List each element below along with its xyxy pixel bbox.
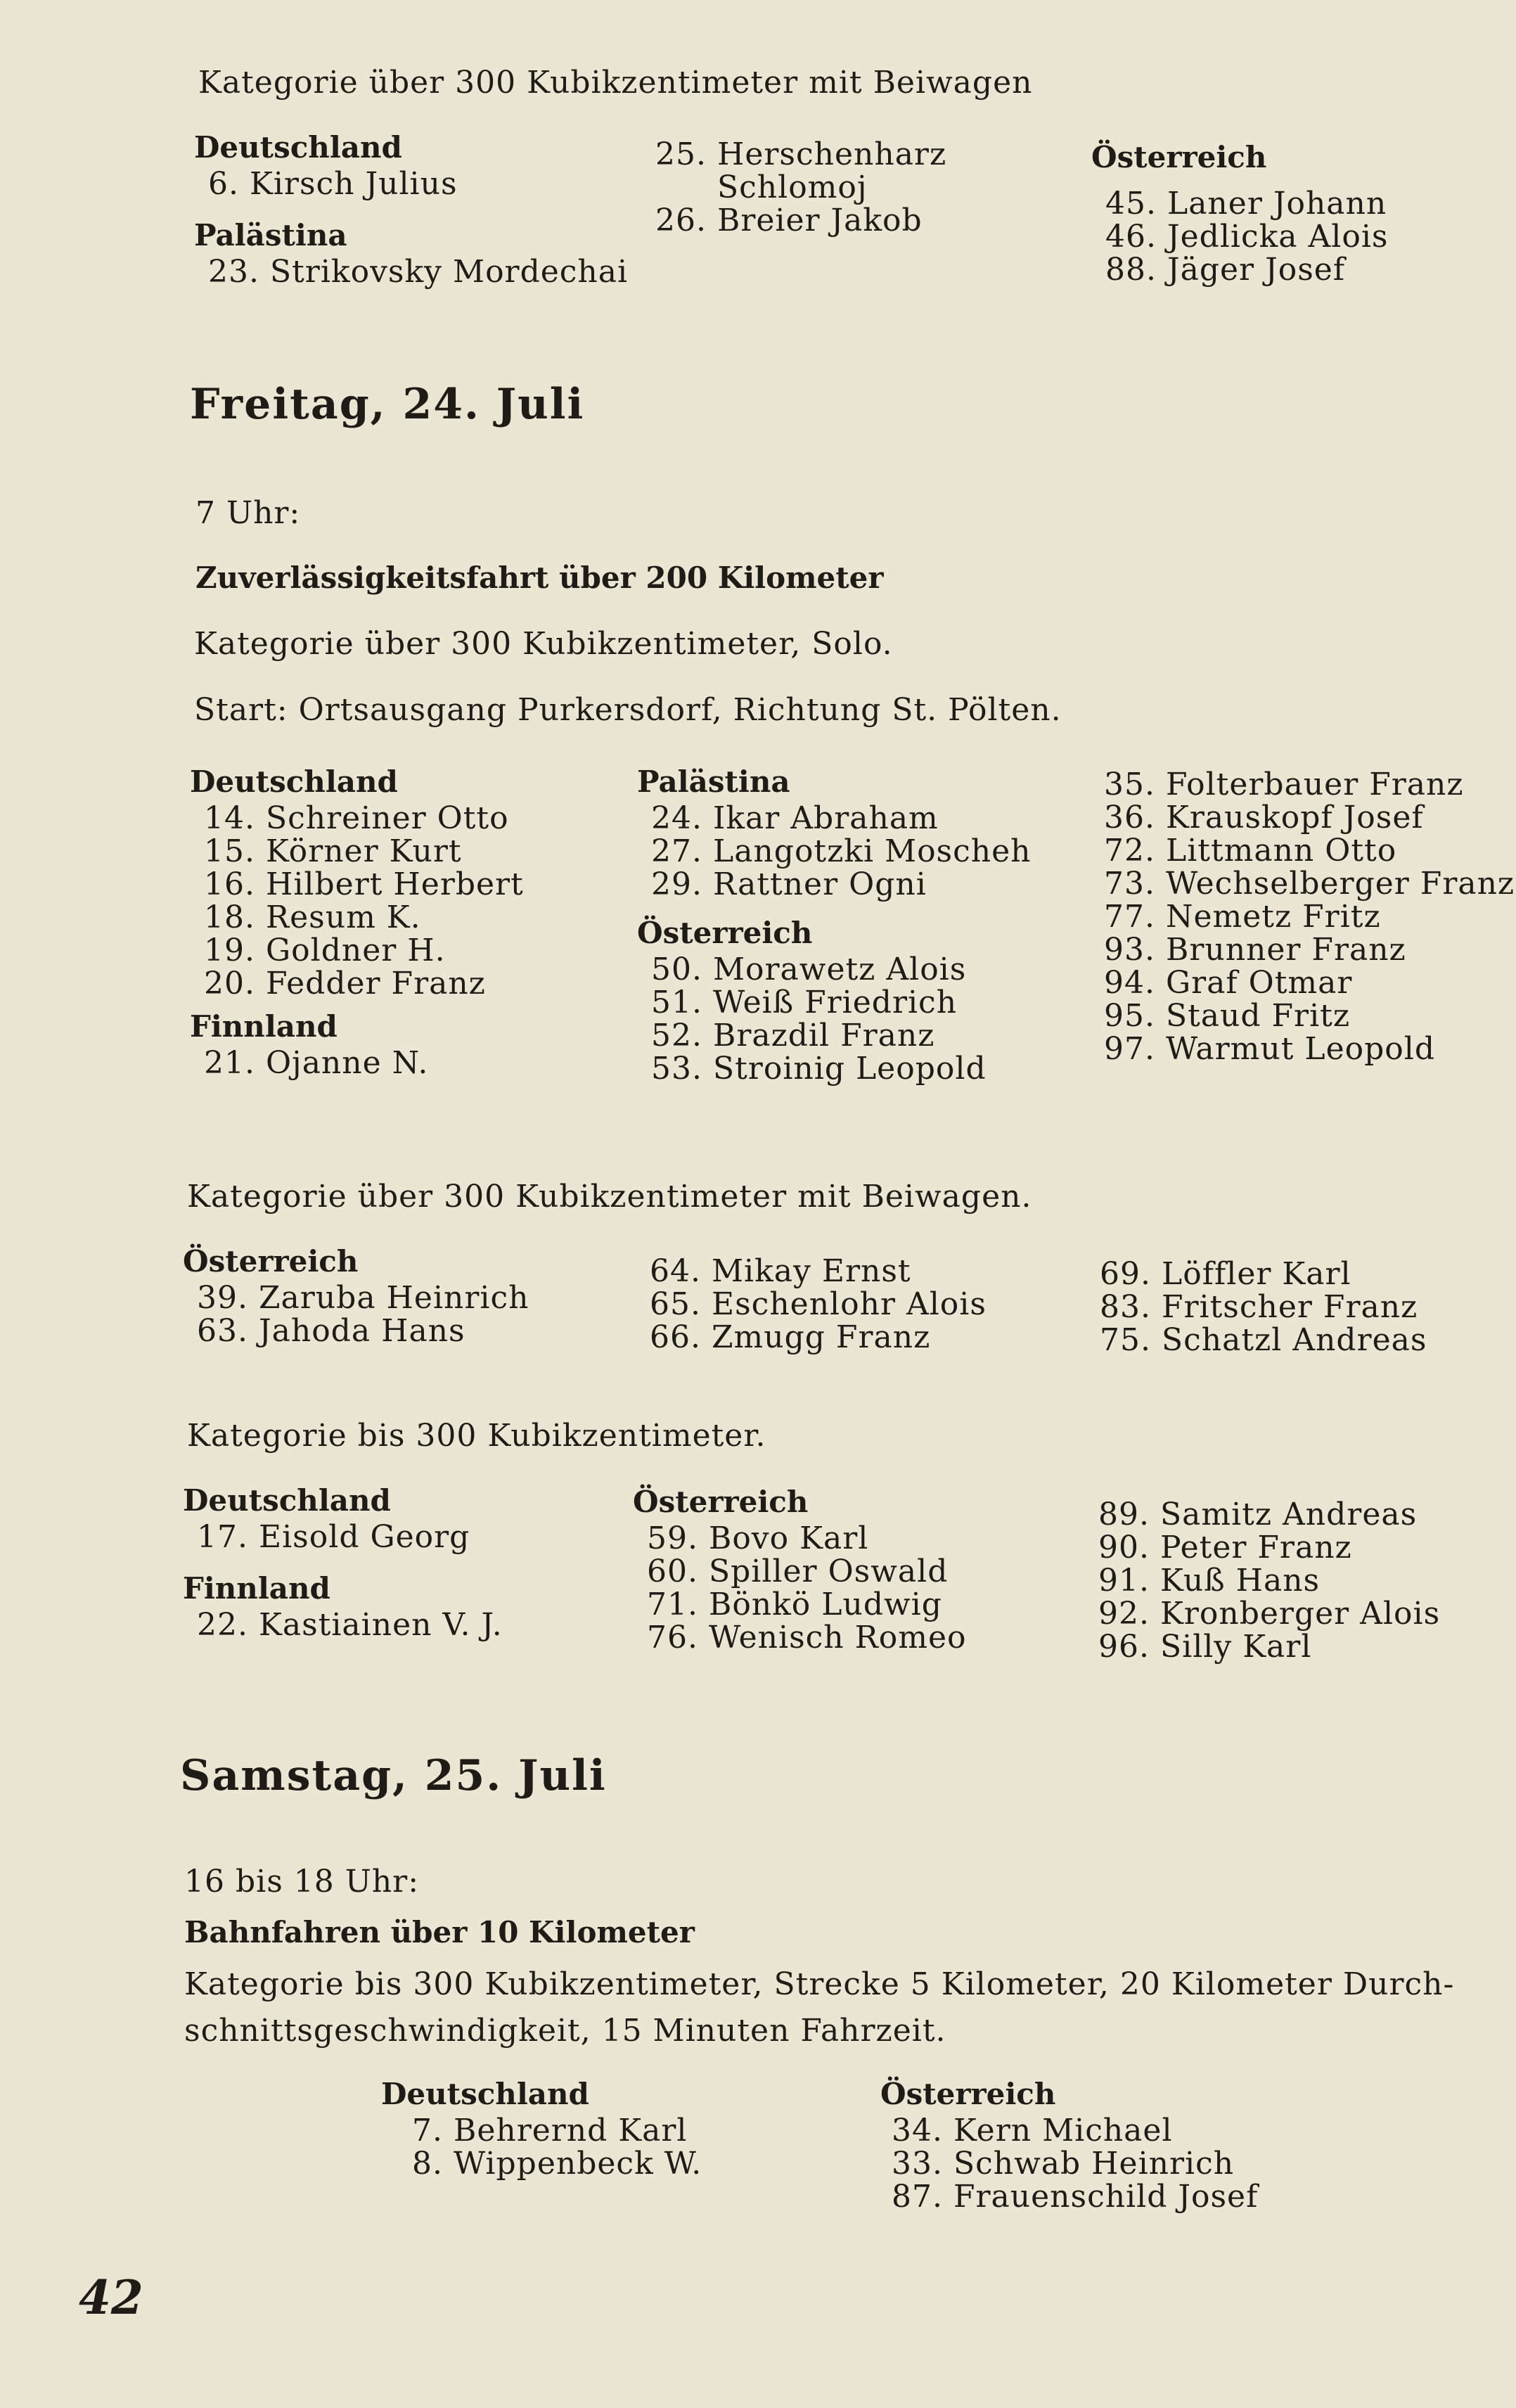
entrant: 59. Bovo Karl xyxy=(647,1520,869,1556)
entrant: 97. Warmut Leopold xyxy=(1104,1031,1436,1067)
entrant: 36. Krauskopf Josef xyxy=(1104,800,1424,835)
entrant: 95. Staud Fritz xyxy=(1104,998,1351,1034)
entrant: 14. Schreiner Otto xyxy=(204,800,509,836)
entrant: 16. Hilbert Herbert xyxy=(204,866,524,902)
start-line: Start: Ortsausgang Purkersdorf, Richtung St. Pölten. xyxy=(194,692,1062,728)
country-heading: Österreich xyxy=(880,2077,1056,2111)
sidecar-col-2 xyxy=(650,1255,987,1354)
entrant: 26. Breier Jakob xyxy=(655,203,923,238)
country-heading: Deutschland xyxy=(190,764,398,799)
small-col-2 xyxy=(633,1482,967,1654)
sidecar-col-3 xyxy=(1100,1257,1427,1357)
entrant: 53. Stroinig Leopold xyxy=(651,1051,987,1087)
entrant: 96. Silly Karl xyxy=(1098,1629,1312,1665)
day-heading-friday: Freitag, 24. Juli xyxy=(190,380,585,429)
entrant: 88. Jäger Josef xyxy=(1105,252,1346,288)
event-title: Zuverlässigkeitsfahrt über 200 Kilometer xyxy=(195,561,884,595)
sidecar-col-1 xyxy=(183,1242,529,1347)
entrant: 6. Kirsch Julius xyxy=(208,166,458,202)
entrant: 34. Kern Michael xyxy=(892,2113,1173,2148)
page-number: 42 xyxy=(79,2270,143,2325)
entrant: 60. Spiller Oswald xyxy=(647,1554,949,1589)
entrant: 52. Brazdil Franz xyxy=(651,1018,935,1054)
top-col-3 xyxy=(1091,138,1389,286)
entrant: 76. Wenisch Romeo xyxy=(647,1620,967,1656)
top-col-1 xyxy=(194,128,628,288)
country-heading: Österreich xyxy=(1091,140,1267,174)
entrant: 15. Körner Kurt xyxy=(204,833,462,869)
entrant: 69. Löffler Karl xyxy=(1100,1256,1351,1292)
entrant: 90. Peter Franz xyxy=(1098,1530,1352,1565)
entrant: 7. Behrernd Karl xyxy=(412,2113,688,2148)
entrant: 33. Schwab Heinrich xyxy=(892,2146,1235,2182)
entrant: 20. Fedder Franz xyxy=(204,966,486,1001)
entrant: 18. Resum K. xyxy=(204,899,421,935)
event-time: 7 Uhr: xyxy=(195,495,301,531)
country-heading: Österreich xyxy=(183,1244,359,1279)
entrant: 77. Nemetz Fritz xyxy=(1104,899,1381,935)
entrant: 35. Folterbauer Franz xyxy=(1104,767,1464,802)
entrant: 21. Ojanne N. xyxy=(204,1045,429,1081)
entrant: 66. Zmugg Franz xyxy=(650,1319,931,1355)
entrant: 65. Eschenlohr Alois xyxy=(650,1286,987,1322)
small-col-1 xyxy=(183,1481,503,1641)
entrant: 83. Fritscher Franz xyxy=(1100,1289,1418,1325)
country-heading: Finnland xyxy=(190,1009,338,1044)
entrant: 29. Rattner Ogni xyxy=(651,866,927,902)
entrant: 92. Kronberger Alois xyxy=(1098,1596,1441,1632)
entrant: 63. Jahoda Hans xyxy=(197,1313,465,1349)
entrant: 71. Bönkö Ludwig xyxy=(647,1587,942,1622)
entrant: 46. Jedlicka Alois xyxy=(1105,219,1389,255)
entrant: 94. Graf Otmar xyxy=(1104,965,1353,1001)
category-line: Kategorie bis 300 Kubikzentimeter. xyxy=(187,1418,766,1454)
entrant: 89. Samitz Andreas xyxy=(1098,1497,1418,1532)
country-heading: Österreich xyxy=(633,1485,809,1519)
description-line-2: schnittsgeschwindigkeit, 15 Minuten Fahrzeit. xyxy=(184,2013,946,2049)
entrant: 51. Weiß Friedrich xyxy=(651,985,958,1020)
entrant: 93. Brunner Franz xyxy=(1104,932,1406,968)
entrant: 8. Wippenbeck W. xyxy=(412,2146,702,2182)
top-col-2 xyxy=(655,138,946,237)
solo-col-3 xyxy=(1090,768,1515,1065)
entrant: 87. Frauenschild Josef xyxy=(892,2179,1259,2215)
entrant: 45. Laner Johann xyxy=(1105,186,1387,222)
event-title: Bahnfahren über 10 Kilometer xyxy=(184,1915,695,1949)
country-heading: Österreich xyxy=(637,916,813,950)
entrant: 50. Morawetz Alois xyxy=(651,952,967,987)
race-col-2 xyxy=(880,2075,1258,2213)
small-col-3 xyxy=(1098,1498,1440,1663)
entrant: 23. Strikovsky Mordechai xyxy=(208,254,629,290)
category-line: Kategorie über 300 Kubikzentimeter, Solo. xyxy=(194,626,893,662)
country-heading: Finnland xyxy=(183,1571,330,1606)
day-heading-saturday: Samstag, 25. Juli xyxy=(180,1751,607,1800)
entrant-continued: Schlomoj xyxy=(717,169,868,205)
event-time: 16 bis 18 Uhr: xyxy=(184,1864,420,1900)
entrant: 39. Zaruba Heinrich xyxy=(197,1280,529,1316)
entrant: 19. Goldner H. xyxy=(204,933,446,968)
country-heading: Palästina xyxy=(637,764,790,799)
entrant: 22. Kastiainen V. J. xyxy=(197,1607,503,1643)
category-line: Kategorie über 300 Kubikzentimeter mit Beiwagen. xyxy=(187,1179,1032,1215)
country-heading: Palästina xyxy=(194,218,347,252)
country-heading: Deutschland xyxy=(381,2077,589,2111)
top-category: Kategorie über 300 Kubikzentimeter mit Beiwagen xyxy=(198,65,1033,101)
entrant: 25. Herschenharz xyxy=(655,136,947,172)
solo-col-2 xyxy=(637,762,1032,1085)
entrant: 75. Schatzl Andreas xyxy=(1100,1322,1427,1358)
country-heading: Deutschland xyxy=(194,130,402,165)
entrant: 24. Ikar Abraham xyxy=(651,800,939,836)
race-col-1 xyxy=(381,2075,702,2180)
entrant: 73. Wechselberger Franz xyxy=(1104,866,1515,902)
solo-col-1 xyxy=(190,762,524,1080)
entrant: 17. Eisold Georg xyxy=(197,1519,470,1555)
country-heading: Deutschland xyxy=(183,1483,391,1518)
description-line-1: Kategorie bis 300 Kubikzentimeter, Strecke 5 Kilometer, 20 Kilometer Durch- xyxy=(184,1966,1455,2002)
entrant: 64. Mikay Ernst xyxy=(650,1253,911,1289)
entrant: 91. Kuß Hans xyxy=(1098,1563,1321,1599)
entrant: 27. Langotzki Moscheh xyxy=(651,833,1032,869)
entrant: 72. Littmann Otto xyxy=(1104,833,1397,869)
